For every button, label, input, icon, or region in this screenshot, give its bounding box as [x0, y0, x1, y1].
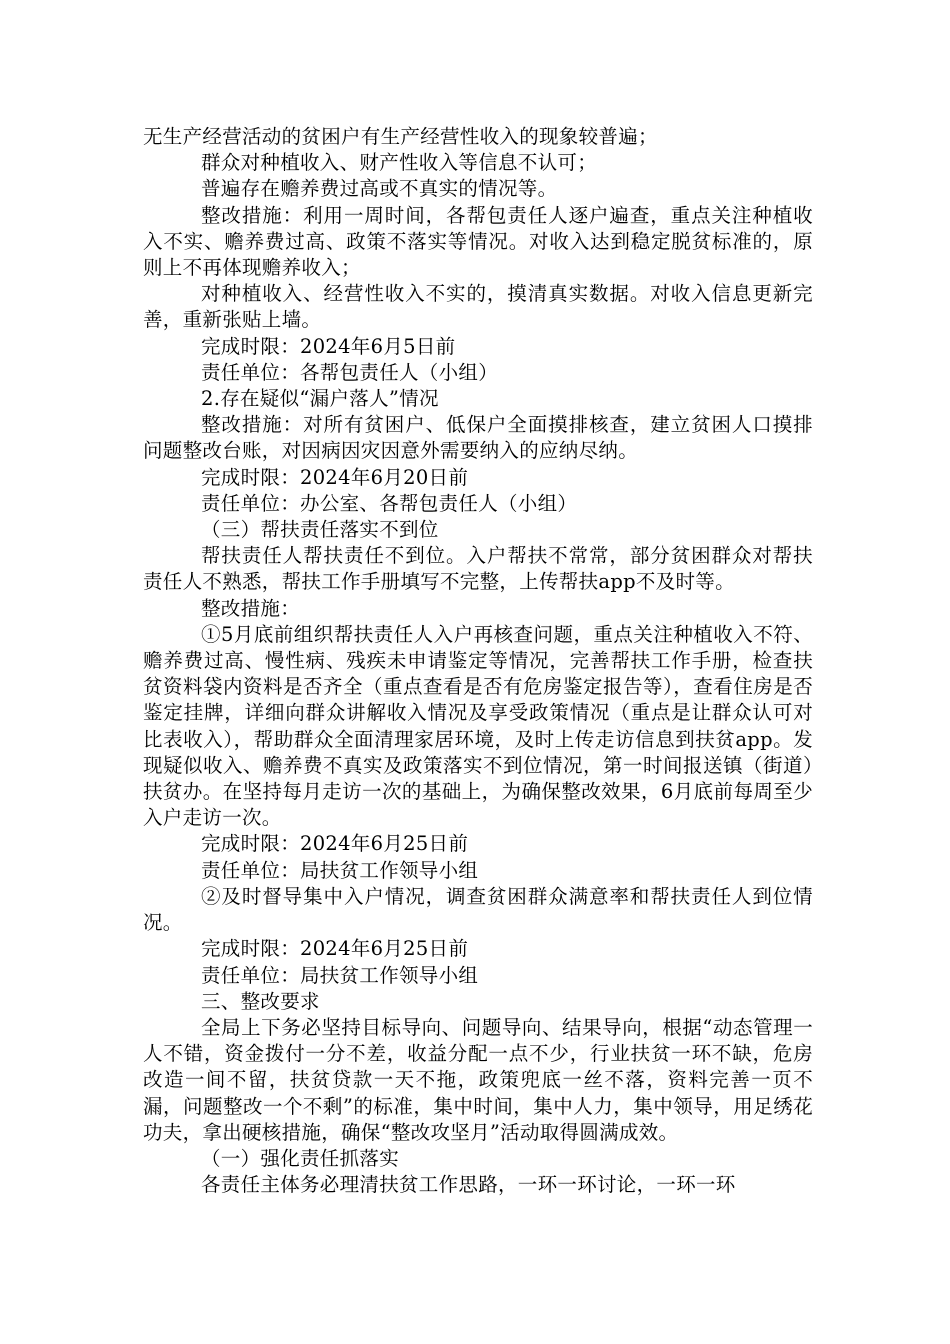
- deadline-line: 完成时限：2024年6月25日前: [201, 937, 469, 961]
- subheading: 2.存在疑似“漏户落人”情况: [201, 387, 439, 411]
- paragraph: ①5月底前组织帮扶责任人入户再核查问题，重点关注种植收入不符、赡养费过高、慢性病、残疾未申请鉴定等情况，完善帮扶工作手册，检查扶贫资料袋内资料是否齐全（重点查看是否有危房鉴定报告等），查看住房是否鉴定挂牌，详细向群众讲解收入情况及享受政策情况（重点是让群众认可对比表收入），帮助群众全面清理家居环境，及时上传走访信息到扶贫app。发现疑似收入、赡养费不真实及政策落实不到位情况，第一时间报送镇（街道）扶贫办。在坚持每月走访一次的基础上，为确保整改效果，6月底前每周至少入户走访一次。: [143, 622, 813, 830]
- paragraph: 整改措施：利用一周时间，各帮包责任人逐户遍查，重点关注种植收入不实、赡养费过高、政策不落实等情况。对收入达到稳定脱贫标准的，原则上不再体现赡养收入；: [143, 203, 813, 280]
- paragraph: 全局上下务必坚持目标导向、问题导向、结果导向，根据“动态管理一人不错，资金拨付一分不差，收益分配一点不少，行业扶贫一环不缺，危房改造一间不留，扶贫贷款一天不拖，政策兜底一丝不落，资料完善一页不漏，问题整改一个不剩”的标准，集中时间，集中人力，集中领导，用足绣花功夫，拿出硬核措施，确保“整改攻坚月”活动取得圆满成效。: [143, 1015, 813, 1144]
- subheading: （一）强化责任抓落实: [201, 1146, 400, 1170]
- paragraph: 无生产经营活动的贫困户有生产经营性收入的现象较普遍；: [143, 125, 658, 148]
- responsible-unit-line: 责任单位：局扶贫工作领导小组: [201, 963, 479, 987]
- paragraph: 群众对种植收入、财产性收入等信息不认可；: [201, 151, 598, 175]
- section-heading: 三、整改要求: [201, 989, 320, 1013]
- responsible-unit-line: 责任单位：各帮包责任人（小组）: [201, 360, 499, 384]
- deadline-line: 完成时限：2024年6月25日前: [201, 832, 469, 856]
- deadline-line: 完成时限：2024年6月5日前: [201, 334, 456, 358]
- responsible-unit-line: 责任单位：局扶贫工作领导小组: [201, 858, 479, 882]
- paragraph: ②及时督导集中入户情况，调查贫困群众满意率和帮扶责任人到位情况。: [143, 884, 813, 935]
- paragraph: 帮扶责任人帮扶责任不到位。入户帮扶不常常，部分贫困群众对帮扶责任人不熟悉，帮扶工作手册填写不完整，上传帮扶app不及时等。: [143, 544, 813, 594]
- measures-label: 整改措施：: [201, 596, 301, 620]
- paragraph: 普遍存在赡养费过高或不真实的情况等。: [201, 177, 558, 201]
- deadline-line: 完成时限：2024年6月20日前: [201, 465, 469, 489]
- paragraph: 对种植收入、经营性收入不实的，摸清真实数据。对收入信息更新完善，重新张贴上墙。: [143, 282, 813, 332]
- paragraph: 整改措施：对所有贫困户、低保户全面摸排核查，建立贫困人口摸排问题整改台账，对因病因灾因意外需要纳入的应纳尽纳。: [143, 413, 813, 463]
- document-body: [143, 124, 813, 1198]
- paragraph: 各责任主体务必理清扶贫工作思路，一环一环讨论，一环一环: [201, 1173, 736, 1197]
- section-heading: （三）帮扶责任落实不到位: [201, 518, 439, 542]
- responsible-unit-line: 责任单位：办公室、各帮包责任人（小组）: [201, 491, 578, 515]
